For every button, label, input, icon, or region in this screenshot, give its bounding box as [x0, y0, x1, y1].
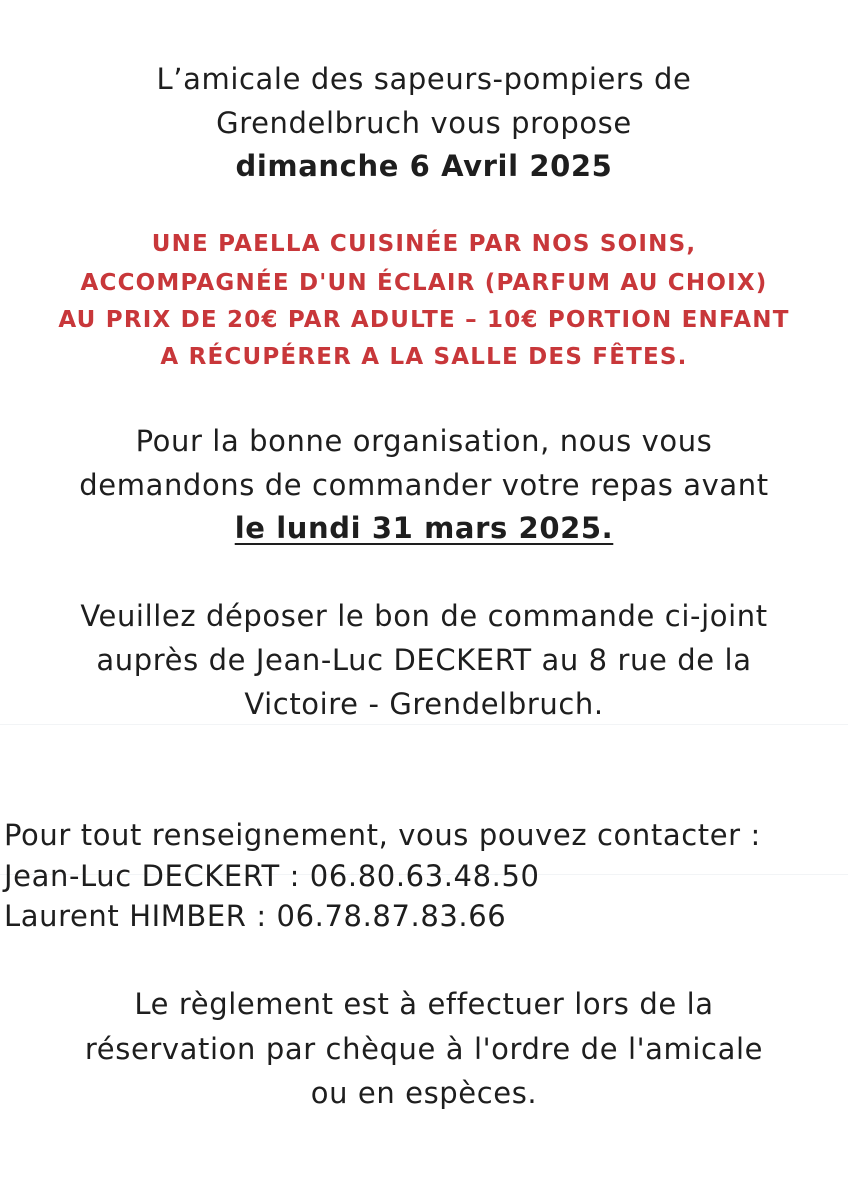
contact-person-1: Jean-Luc DECKERT : 06.80.63.48.50 [4, 859, 540, 893]
payment-line-1: Le règlement est à effectuer lors de la [134, 987, 714, 1021]
offer-line-3: AU PRIX DE 20€ PAR ADULTE – 10€ PORTION ENFANT [58, 307, 790, 333]
offer-line-4: A RÉCUPÉRER A LA SALLE DES FÊTES. [160, 344, 688, 370]
payment-line-2: réservation par chèque à l'ordre de l'amicale [84, 1032, 764, 1066]
payment-line-3: ou en espèces. [310, 1076, 538, 1110]
intro-line-1: L’amicale des sapeurs-pompiers de [156, 62, 692, 96]
organisation-line-1: Pour la bonne organisation, nous vous [135, 424, 713, 458]
dropoff-line-1: Veuillez déposer le bon de commande ci-joint [80, 599, 768, 633]
order-deadline: le lundi 31 mars 2025. [234, 511, 614, 545]
scan-line [0, 724, 848, 725]
dropoff-line-3: Victoire - Grendelbruch. [244, 687, 604, 721]
contact-person-2: Laurent HIMBER : 06.78.87.83.66 [4, 899, 507, 933]
offer-line-1: UNE PAELLA CUISINÉE PAR NOS SOINS, [151, 231, 697, 257]
intro-line-2: Grendelbruch vous propose [216, 106, 632, 140]
event-date: dimanche 6 Avril 2025 [235, 149, 613, 183]
contact-intro: Pour tout renseignement, vous pouvez contacter : [4, 818, 761, 852]
offer-line-2: ACCOMPAGNÉE D'UN ÉCLAIR (PARFUM AU CHOIX) [80, 270, 768, 296]
dropoff-line-2: auprès de Jean-Luc DECKERT au 8 rue de la [96, 643, 752, 677]
organisation-line-2: demandons de commander votre repas avant [79, 468, 769, 502]
